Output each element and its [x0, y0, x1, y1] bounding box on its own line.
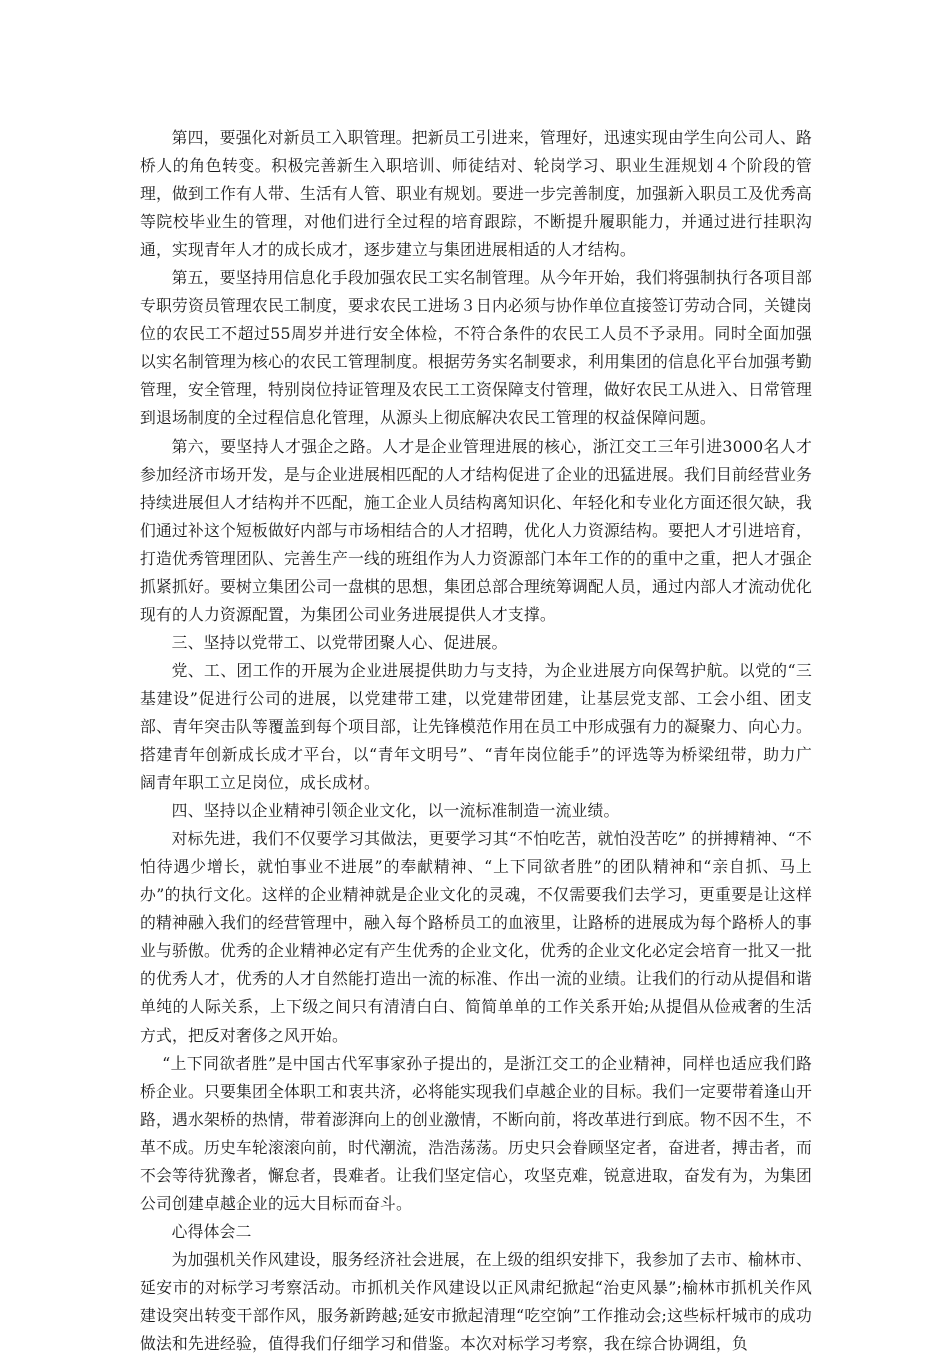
section-heading-three: 三、坚持以党带工、以党带团聚人心、促进展。 [171, 632, 508, 652]
paragraph-enterprise-spirit: 对标先进，我们不仅要学习其做法，更要学习其“不怕吃苦，就怕没苦吃” 的拼搏精神、“不怕待遇少增长，就怕事业不进展”的奉献精神、“上下同欲者胜”的团队精神和“亲自抓、马上办”的执行文化。这样的企业精神就是企业文化的灵魂，不仅需要我们去学习，更重要是让这样的精神融入我们的经营管理中，融入每个路桥员工的血液里，让路桥的进展成为每个路桥人的事业与骄傲。优秀的企业精神必定有产生优秀的企业文化，优秀的企业文化必定会培育一批又一批的优秀人才，优秀的人才自然能打造出一流的标准、作出一流的业绩。让我们的行动从提倡和谐单纯的人际关系，上下级之间只有清清白白、简简单单的工作关系开始;从提倡从俭戒奢的生活方式，把反对奢侈之风开始。 [140, 829, 812, 1045]
section-heading-four: 四、坚持以企业精神引领企业文化，以一流标准制造一流业绩。 [171, 801, 620, 821]
paragraph-fifth-point: 第五，要坚持用信息化手段加强农民工实名制管理。从今年开始，我们将强制执行各项目部专职劳资员管理农民工制度，要求农民工进场３日内必须与协作单位直接签订劳动合同，关键岗位的农民工不超过55周岁并进行安全体检，不符合条件的农民工人员不予录用。同时全面加强以实名制管理为核心的农民工管理制度。根据劳务实名制要求，利用集团的信息化平台加强考勤管理，安全管理，特别岗位持证管理及农民工工资保障支付管理，做好农民工从进入、日常管理到退场制度的全过程信息化管理，从源头上彻底解决农民工管理的权益保障问题。 [140, 268, 812, 428]
section-heading-reflection-two: 心得体会二 [171, 1221, 252, 1241]
paragraph-study-tour: 为加强机关作风建设，服务经济社会进展，在上级的组织安排下，我参加了去市、榆林市、延安市的对标学习考察活动。市抓机关作风建设以正风肃纪掀起“治吏风暴”;榆林市抓机关作风建设突出转变干部作风，服务新跨越;延安市掀起清理“吃空饷”工作推动会;这些标杆城市的成功做法和先进经验，值得我们仔细学习和借鉴。本次对标学习考察，我在综合协调组，负 [140, 1249, 812, 1354]
paragraph-unity-quote: “上下同欲者胜”是中国古代军事家孙子提出的，是浙江交工的企业精神，同样也适应我们路桥企业。只要集团全体职工和衷共济，必将能实现我们卓越企业的目标。我们一定要带着逢山开路，遇水架桥的热情，带着澎湃向上的创业激情，不断向前，将改革进行到底。物不因不生，不革不成。历史车轮滚滚向前，时代潮流，浩浩荡荡。历史只会眷顾坚定者，奋进者，搏击者，而不会等待犹豫者，懈怠者，畏难者。让我们坚定信心，攻坚克难，锐意进取，奋发有为，为集团公司创建卓越企业的远大目标而奋斗。 [140, 1053, 812, 1213]
document-body [140, 124, 812, 1358]
paragraph-sixth-point: 第六，要坚持人才强企之路。人才是企业管理进展的核心，浙江交工三年引进3000名人才参加经济市场开发，是与企业进展相匹配的人才结构促进了企业的迅猛进展。我们目前经营业务持续进展但人才结构并不匹配，施工企业人员结构离知识化、年轻化和专业化方面还很欠缺，我们通过补这个短板做好内部与市场相结合的人才招聘，优化人力资源结构。要把人才引进培育，打造优秀管理团队、完善生产一线的班组作为人力资源部门本年工作的的重中之重，把人才强企抓紧抓好。要树立集团公司一盘棋的思想，集团总部合理统筹调配人员，通过内部人才流动优化现有的人力资源配置，为集团公司业务进展提供人才支撑。 [140, 436, 812, 624]
paragraph-fourth-point: 第四，要强化对新员工入职管理。把新员工引进来，管理好，迅速实现由学生向公司人、路桥人的角色转变。积极完善新生入职培训、师徒结对、轮岗学习、职业生涯规划４个阶段的管理，做到工作有人带、生活有人管、职业有规划。要进一步完善制度，加强新入职员工及优秀高等院校毕业生的管理，对他们进行全过程的培育跟踪，不断提升履职能力，并通过进行挂职沟通，实现青年人才的成长成才，逐步建立与集团进展相适的人才结构。 [140, 128, 812, 260]
paragraph-party-work: 党、工、团工作的开展为企业进展提供助力与支持，为企业进展方向保驾护航。以党的“三基建设”促进行公司的进展，以党建带工建，以党建带团建，让基层党支部、工会小组、团支部、青年突击队等覆盖到每个项目部，让先锋模范作用在员工中形成强有力的凝聚力、向心力。搭建青年创新成长成才平台，以“青年文明号”、“青年岗位能手”的评选等为桥梁纽带，助力广阔青年职工立足岗位，成长成材。 [140, 660, 812, 793]
